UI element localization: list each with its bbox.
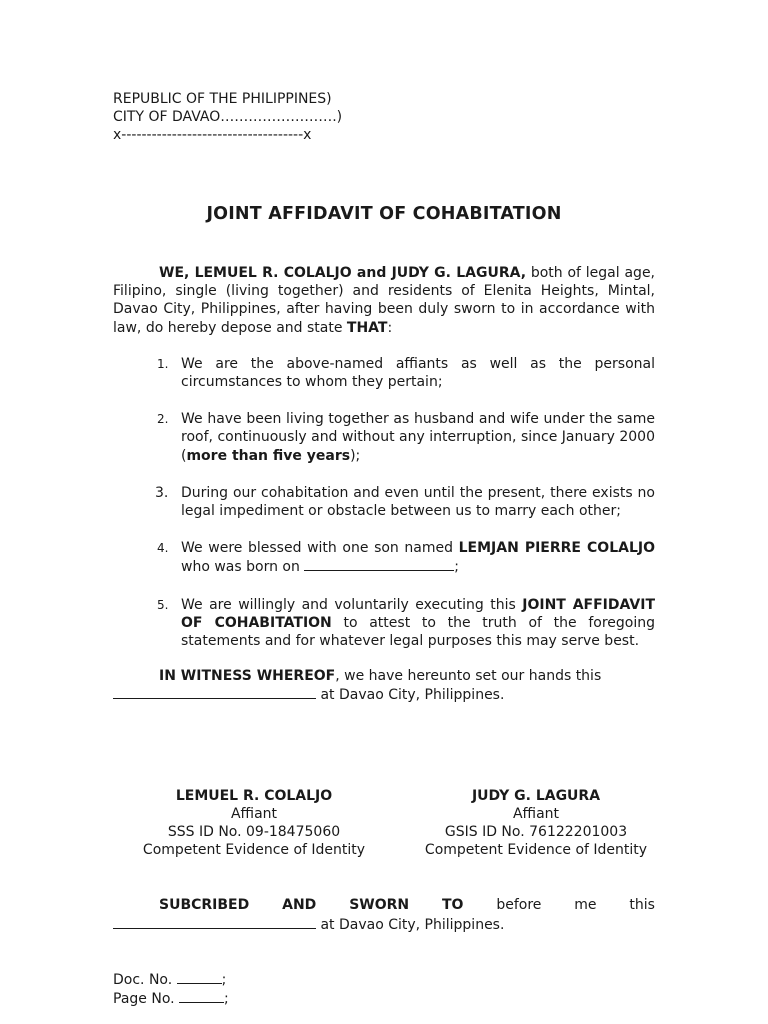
signatory-role: Affiant [512, 805, 560, 822]
list-item [113, 355, 655, 391]
jurat-word: before [496, 897, 542, 914]
affiant-names: WE, LEMUEL R. COLALJO and JUDY G. LAGURA, [159, 265, 527, 281]
item-text: We are willingly and voluntarily executing this [181, 596, 523, 613]
item-text: We were blessed with one son named [181, 540, 459, 557]
witness-place: at Davao City, Philippines. [316, 687, 505, 704]
intro-paragraph [113, 264, 655, 337]
list-item [113, 410, 655, 465]
signatory-evidence: Competent Evidence of Identity [142, 842, 366, 859]
jurat-word: TO [442, 897, 464, 914]
list-item [113, 484, 655, 520]
page-label: Page No. [113, 991, 175, 1008]
item-number: 2. [157, 412, 169, 427]
signature-block [119, 787, 671, 860]
item-number: 5. [157, 597, 169, 612]
birthdate-blank[interactable] [304, 557, 454, 571]
jurat-word: AND [282, 897, 317, 914]
doc-semicolon: ; [221, 971, 227, 988]
item-text: We are the above-named affiants as well as the personal circumstances to whom they pertain; [181, 355, 655, 391]
witness-heading: IN WITNESS WHEREOF [159, 668, 336, 685]
signatory-id: SSS ID No. 09-18475060 [167, 824, 341, 841]
caption-divider: x------------------------------------x [113, 127, 312, 143]
jurat-line [113, 896, 655, 914]
item-number: 1. [157, 356, 169, 371]
jurat-paragraph [113, 896, 655, 933]
document-title: JOINT AFFIDAVIT OF COHABITATION [206, 204, 562, 224]
item-bold: JOINT AFFIDAVIT OF COHABITATION [181, 596, 655, 631]
venue-caption [113, 90, 655, 144]
affidavit-page [113, 90, 655, 1008]
signatory-left [119, 787, 389, 860]
signatory-right [401, 787, 671, 860]
son-name: LEMJAN PIERRE COLALJO [458, 540, 655, 557]
intro-that: THAT [346, 319, 388, 336]
item-text: During our cohabitation and even until the present, there exists no legal impediment or obstacle between us to marry each other; [181, 484, 655, 520]
item-number: 4. [157, 541, 169, 556]
caption-republic: REPUBLIC OF THE PHILIPPINES) [113, 91, 332, 107]
signatory-evidence: Competent Evidence of Identity [424, 842, 648, 859]
page-number-line [113, 989, 655, 1008]
item-text: who was born on [181, 559, 305, 576]
jurat-word: me [574, 897, 597, 914]
intro-text: both of legal age, Filipino, single (living together) and residents of Elenita Heights, Mintal, Davao City, Philippines, after having been duly sworn to in accordance with law, do hereby depose and state [113, 265, 656, 336]
caption-city: CITY OF DAVAO…………………….) [113, 109, 343, 125]
jurat-second-line [113, 915, 655, 934]
witness-text: , we have hereunto set our hands this [335, 668, 602, 685]
jurat-date-blank[interactable] [113, 915, 316, 929]
page-number-blank[interactable] [179, 989, 224, 1003]
item-text: ; [454, 559, 460, 576]
item-text: We have been living together as husband and wife under the same roof, continuously and without any interruption, since January 2000 ( [181, 411, 655, 464]
item-text: to attest to the truth of the foregoing statements and for whatever legal purposes this may serve best. [181, 614, 655, 650]
doc-number-blank[interactable] [177, 970, 222, 984]
statement-list [113, 355, 655, 650]
list-item [113, 539, 655, 576]
doc-label: Doc. No. [113, 971, 173, 988]
page-semicolon: ; [224, 991, 229, 1008]
list-item [113, 596, 655, 651]
jurat-word: SWORN [349, 897, 410, 914]
item-bold: more than five years [186, 447, 351, 464]
jurat-word: this [629, 897, 655, 914]
jurat-word: SUBCRIBED [159, 897, 250, 914]
signatory-id: GSIS ID No. 76122201003 [444, 824, 628, 841]
intro-colon: : [387, 319, 393, 336]
signatory-name: JUDY G. LAGURA [471, 787, 601, 804]
witness-date-blank[interactable] [113, 685, 316, 699]
jurat-place: at Davao City, Philippines. [316, 916, 505, 933]
witness-paragraph [113, 667, 655, 704]
signatory-role: Affiant [230, 805, 278, 822]
signatory-name: LEMUEL R. COLALJO [175, 787, 333, 804]
notarial-register [113, 970, 655, 1008]
item-text: ); [350, 447, 361, 464]
doc-number-line [113, 970, 655, 989]
item-number: 3. [155, 484, 169, 501]
